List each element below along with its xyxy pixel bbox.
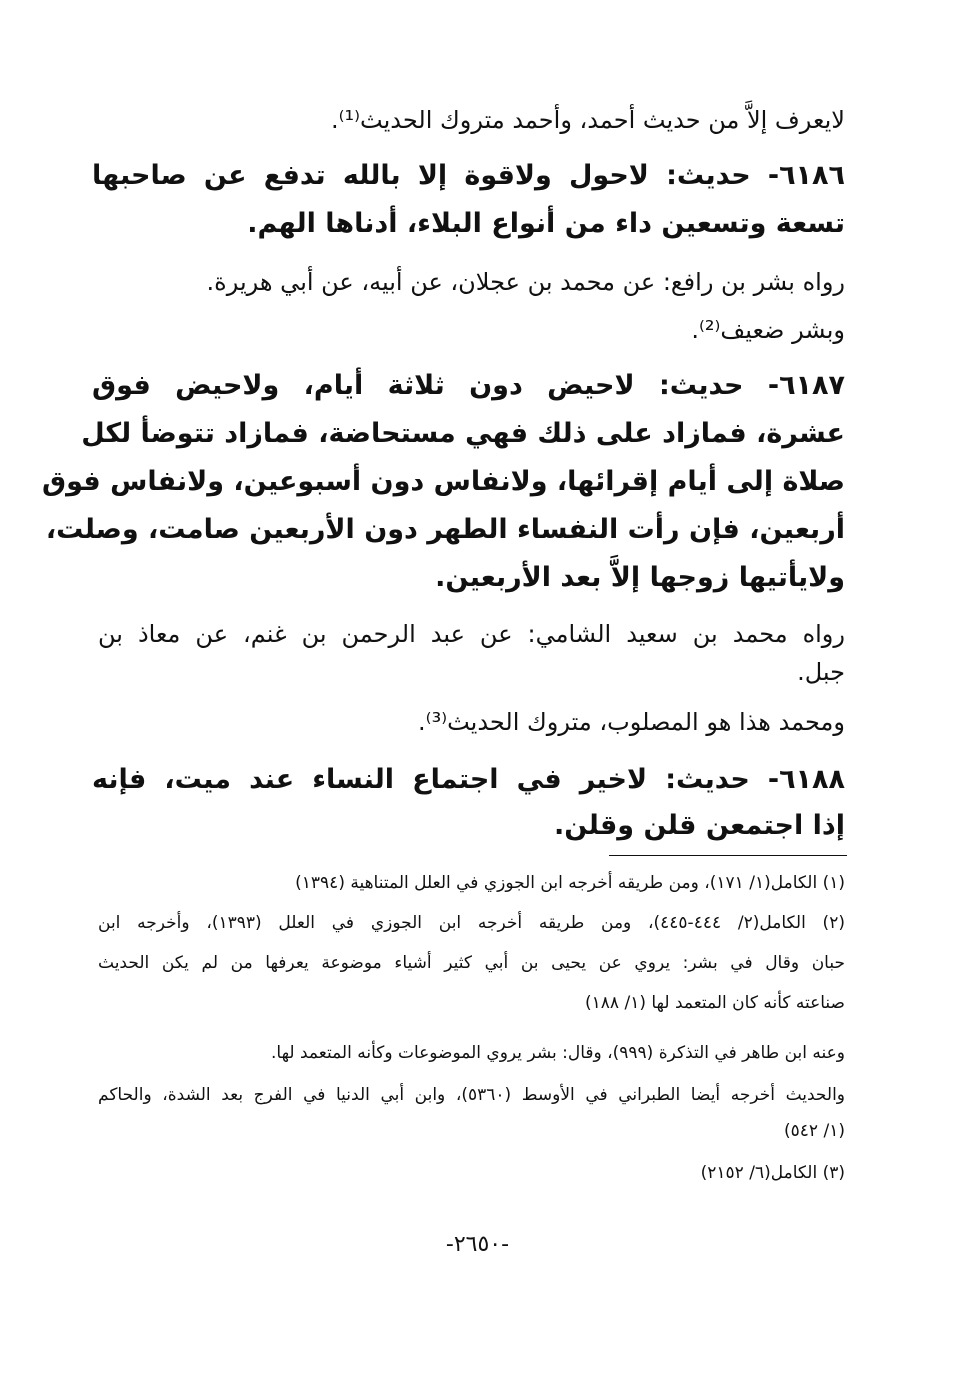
- footnote-2-line-4: وعنه ابن طاهر في التذكرة (٩٩٩)، وقال: بشر يروي الموضوعات وكأنه المتعمد لها.: [271, 1043, 845, 1063]
- footnote-3: (٣) الكامل(٦/ ٢١٥٢): [700, 1163, 845, 1183]
- hadith-6187-line-5: ولايأتيها زوجها إلاَّ بعد الأربعين.: [435, 562, 845, 593]
- hadith-6188-line-1: ٦١٨٨- حديث: لاخير في اجتماع النساء عند ميت، فإنه: [92, 764, 845, 795]
- narration-6187-line-3: ومحمد هذا هو المصلوب، متروك الحديث⁽³⁾.: [418, 708, 845, 736]
- footnote-2-line-6: (١/ ٥٤٢): [784, 1121, 845, 1141]
- narration-6187-line-2: جبل.: [797, 658, 845, 686]
- text-line-1: لايعرف إلاَّ من حديث أحمد، وأحمد متروك الحديث⁽¹⁾.: [331, 106, 845, 134]
- footnote-2-line-5: والحديث أخرجه أيضا الطبراني في الأوسط (٥٣٦٠)، وابن أبي الدنيا في الفرج بعد الشدة، والحاكم: [98, 1085, 846, 1105]
- hadith-6187-line-2: عشرة، فمازاد على ذلك فهي مستحاضة، فمازاد تتوضأ لكل: [81, 418, 845, 449]
- hadith-6187-line-3: صلاة إلى أيام إقرائها، ولانفاس دون أسبوعين، ولانفاس فوق: [41, 466, 845, 497]
- page-number: -٢٦٥٠-: [445, 1232, 510, 1257]
- hadith-6188-line-2: إذا اجتمعن قلن وقلن.: [554, 810, 845, 841]
- hadith-6186-line-1: ٦١٨٦- حديث: لاحول ولاقوة إلا بالله تدفع عن صاحبها: [92, 160, 845, 191]
- hadith-6187-line-1: ٦١٨٧- حديث: لاحيض دون ثلاثة أيام، ولاحيض فوق: [92, 370, 845, 401]
- footnote-2-line-3: صناعته كأنه كان المتعمد لها (١/ ١٨٨): [585, 993, 845, 1013]
- narration-6187-line-1: رواه محمد بن سعيد الشامي: عن عبد الرحمن بن غنم، عن معاذ بن: [98, 620, 845, 648]
- footnote-2-line-2: حبان وقال في بشر: يروي عن يحيى بن أبي كثير أشياء موضوعة يعرفها من لم يكن الحديث: [98, 953, 845, 973]
- narration-6186-line-1: رواه بشر بن رافع: عن محمد بن عجلان، عن أبيه، عن أبي هريرة.: [206, 268, 845, 296]
- footnote-1: (١) الكامل(١/ ١٧١)، ومن طريقه أخرجه ابن الجوزي في العلل المتناهية (١٣٩٤): [295, 873, 845, 893]
- hadith-6187-line-4: أربعين، فإن رأت النفساء الطهر دون الأربعين صامت، وصلت،: [45, 514, 845, 545]
- narration-6186-line-2: وبشر ضعيف⁽²⁾.: [691, 316, 845, 344]
- hadith-6186-line-2: تسعة وتسعين داء من أنواع البلاء، أدناها الهم.: [247, 208, 845, 239]
- footnote-divider: [609, 855, 847, 856]
- footnote-2-line-1: (٢) الكامل(٢/ ٤٤٤-٤٤٥)، ومن طريقه أخرجه ابن الجوزي في العلل (١٣٩٣)، وأخرجه ابن: [98, 913, 845, 933]
